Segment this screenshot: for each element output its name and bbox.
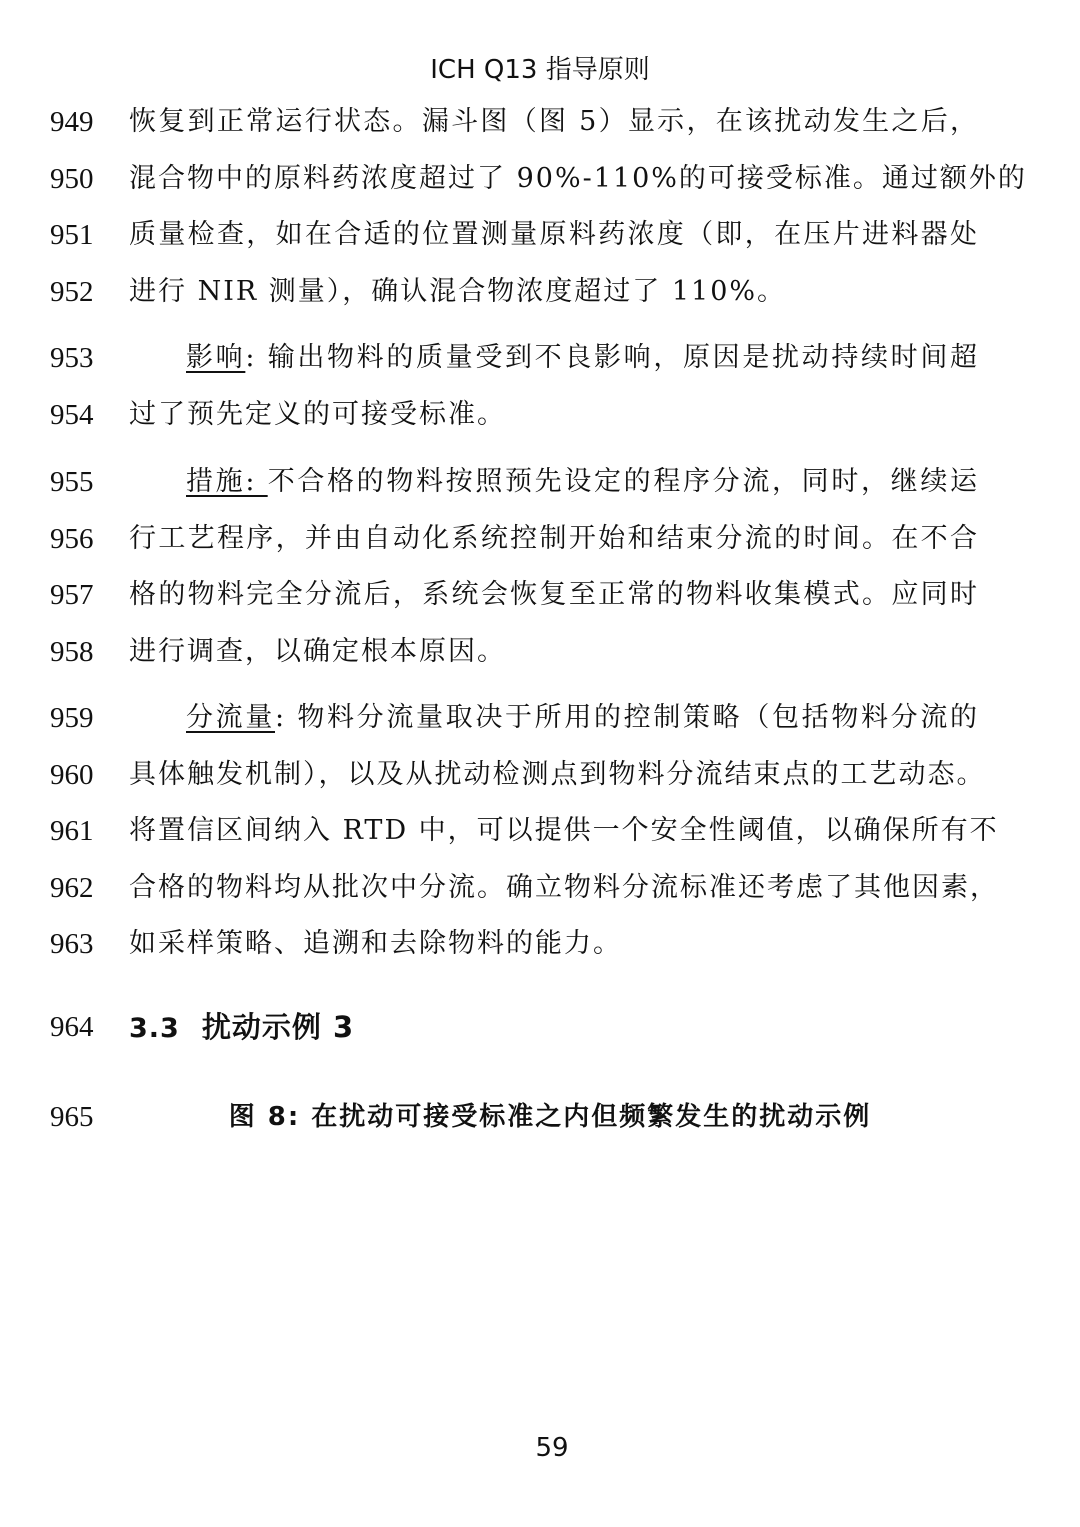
text-line — [0, 151, 1080, 207]
text-line — [0, 803, 1080, 859]
diversion-text: : 物料分流量取决于所用的控制策略（包括物料分流的 — [275, 702, 979, 733]
line-text: 进行调查，以确定根本原因。 — [129, 636, 506, 667]
line-number: 961 — [50, 815, 94, 847]
line-number: 957 — [50, 579, 94, 611]
text-line — [0, 330, 1080, 386]
line-text: 将置信区间纳入 RTD 中，可以提供一个安全性阈值，以确保所有不 — [129, 815, 999, 846]
line-text: 混合物中的原料药浓度超过了 90%-110%的可接受标准。通过额外的 — [129, 163, 1027, 194]
line-text: 恢复到正常运行状态。漏斗图（图 5）显示，在该扰动发生之后， — [129, 106, 979, 137]
text-line — [0, 511, 1080, 567]
line-number: 962 — [50, 872, 94, 904]
impact-text: : 输出物料的质量受到不良影响，原因是扰动持续时间超 — [245, 342, 980, 373]
line-number: 964 — [50, 1011, 94, 1043]
page-header: ICH Q13 指导原则 — [430, 55, 650, 85]
line-text: 进行 NIR 测量），确认混合物浓度超过了 110%。 — [129, 276, 787, 307]
line-number: 949 — [50, 106, 94, 138]
diversion-label: 分流量 — [186, 702, 275, 733]
line-number: 965 — [50, 1101, 94, 1133]
section-heading — [129, 999, 979, 1057]
line-number: 956 — [50, 523, 94, 555]
line-number: 963 — [50, 928, 94, 960]
section-title: 扰动示例 3 — [201, 1010, 355, 1044]
text-line — [0, 690, 1080, 746]
figure-caption: 图 8: 在扰动可接受标准之内但频繁发生的扰动示例 — [228, 1102, 872, 1132]
text-line — [0, 454, 1080, 510]
section-number: 3.3 — [129, 1013, 180, 1044]
line-number: 959 — [50, 702, 94, 734]
text-line — [0, 747, 1080, 803]
line-number: 951 — [50, 219, 94, 251]
measure-label: 措施: — [186, 466, 268, 497]
line-number: 960 — [50, 759, 94, 791]
text-line — [0, 860, 1080, 916]
line-number: 953 — [50, 342, 94, 374]
line-text: 质量检查，如在合适的位置测量原料药浓度（即，在压片进料器处 — [129, 219, 979, 250]
text-line — [0, 264, 1080, 320]
text-line — [0, 387, 1080, 443]
text-line — [0, 624, 1080, 680]
line-text: 如采样策略、追溯和去除物料的能力。 — [129, 928, 622, 959]
text-line — [0, 207, 1080, 263]
line-number: 952 — [50, 276, 94, 308]
section-heading-line — [0, 999, 1080, 1055]
text-line — [0, 567, 1080, 623]
text-line — [0, 916, 1080, 972]
line-text: 格的物料完全分流后，系统会恢复至正常的物料收集模式。应同时 — [129, 579, 979, 610]
line-text — [186, 330, 979, 386]
line-text — [186, 690, 979, 746]
page-number: 59 — [535, 1433, 569, 1463]
line-number: 950 — [50, 163, 94, 195]
text-line — [0, 94, 1080, 150]
measure-text: 不合格的物料按照预先设定的程序分流，同时，继续运 — [267, 466, 980, 497]
line-text: 过了预先定义的可接受标准。 — [129, 399, 506, 430]
line-number: 955 — [50, 466, 94, 498]
line-number: 954 — [50, 399, 94, 431]
line-text: 合格的物料均从批次中分流。确立物料分流标准还考虑了其他因素， — [129, 872, 999, 903]
line-text — [186, 454, 979, 510]
line-number: 958 — [50, 636, 94, 668]
impact-label: 影响 — [186, 342, 246, 373]
line-text: 具体触发机制），以及从扰动检测点到物料分流结束点的工艺动态。 — [129, 759, 986, 790]
line-text: 行工艺程序，并由自动化系统控制开始和结束分流的时间。在不合 — [129, 523, 979, 554]
